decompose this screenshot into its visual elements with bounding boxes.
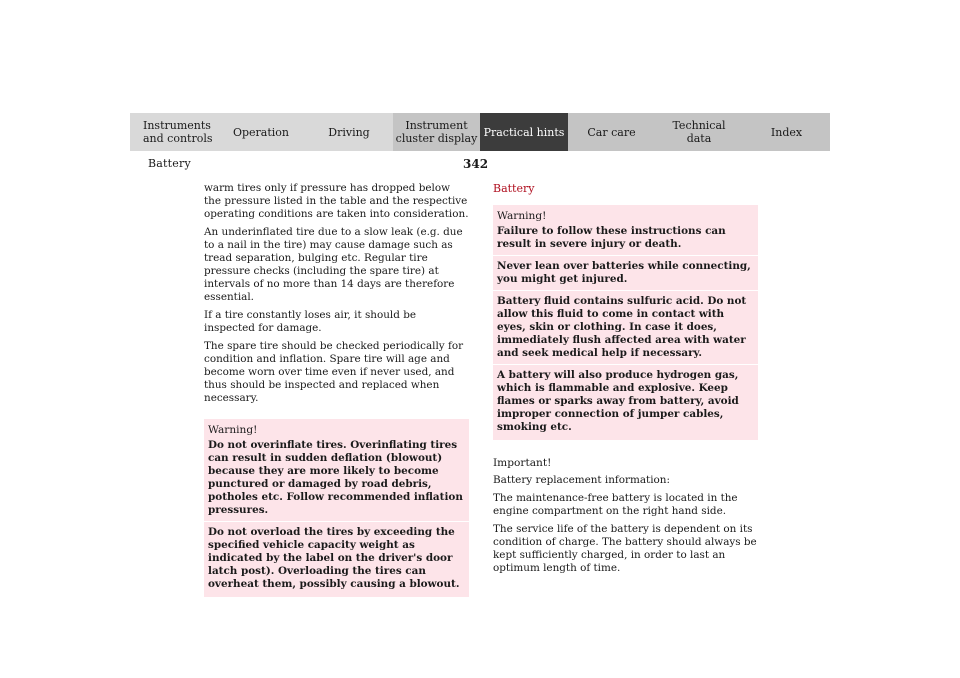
warning-text: Do not overload the tires by exceeding the specified vehicle capacity weight as indicated by the label on the driver's door latch post). Overloading the tires can overheat them, possibly causing a blowout. — [208, 526, 460, 590]
warning-title: Warning! — [208, 424, 258, 436]
tire-warning-box — [204, 419, 469, 597]
warning-text: Failure to follow these instructions can result in severe injury or death. — [497, 225, 726, 250]
tab-label: Instrument cluster display — [395, 119, 478, 145]
paragraph: The maintenance-free battery is located in the engine compartment on the right hand side. — [493, 492, 738, 517]
tab-technical-data[interactable] — [655, 113, 743, 151]
warning-divider — [493, 364, 758, 365]
warning-text: Battery fluid contains sulfuric acid. Do not allow this fluid to come in contact with eyes, skin or clothing. In case it does, immediately flush affected area with water and seek medical help if necessary. — [497, 295, 747, 359]
tab-practical-hints[interactable] — [480, 113, 568, 151]
tab-index[interactable] — [743, 113, 830, 151]
left-column — [204, 182, 469, 597]
warning-divider — [493, 255, 758, 256]
right-column — [493, 182, 758, 580]
warning-divider — [204, 521, 469, 522]
tab-operation[interactable] — [217, 113, 305, 151]
tab-instrument-cluster-display[interactable] — [393, 113, 480, 151]
tab-label: Practical hints — [483, 125, 565, 139]
tab-car-care[interactable] — [568, 113, 655, 151]
section-title: Battery — [148, 157, 191, 170]
tab-instruments-and-controls[interactable] — [130, 113, 217, 151]
paragraph: The spare tire should be checked periodically for condition and inflation. Spare tire will age and become worn over time even if never used, and thus should be inspected and replaced when necessary. — [204, 340, 464, 404]
tab-label: Driving — [328, 125, 370, 139]
warning-text: Never lean over batteries while connecting, you might get injured. — [497, 260, 751, 285]
tab-label: Car care — [587, 125, 636, 139]
paragraph: If a tire constantly loses air, it should be inspected for damage. — [204, 309, 416, 334]
paragraph: Battery replacement information: — [493, 474, 670, 486]
chapter-tabs — [130, 113, 830, 151]
tab-label: Operation — [232, 125, 290, 139]
warning-title: Warning! — [497, 210, 547, 222]
important-title: Important! — [493, 457, 552, 469]
warning-divider — [493, 290, 758, 291]
tab-label: Instruments and controls — [143, 119, 213, 145]
paragraph: An underinflated tire due to a slow leak (e.g. due to a nail in the tire) may cause damage such as tread separation, bulging etc. Regular tire pressure checks (including the spare tire) at intervals of no more than 14 days are therefore essential. — [204, 226, 463, 303]
warning-text: Do not overinflate tires. Overinflating tires can result in sudden deflation (blowout) because they are more likely to become punctured or damaged by road debris, potholes etc. Follow recommended inflation pressures. — [208, 439, 463, 516]
tab-label: Index — [770, 125, 803, 139]
page-number: 342 — [463, 157, 489, 171]
paragraph: The service life of the battery is dependent on its condition of charge. The battery should always be kept sufficiently charged, in order to last an optimum length of time. — [493, 523, 757, 574]
warning-text: A battery will also produce hydrogen gas, which is flammable and explosive. Keep flames or sparks away from battery, avoid improper connection of jumper cables, smoking etc. — [497, 369, 739, 433]
paragraph: warm tires only if pressure has dropped below the pressure listed in the table and the respective operating conditions are taken into consideration. — [204, 182, 469, 220]
tab-driving[interactable] — [305, 113, 393, 151]
battery-warning-box — [493, 205, 758, 440]
battery-heading: Battery — [493, 182, 535, 195]
tab-label: Technical data — [672, 119, 726, 145]
